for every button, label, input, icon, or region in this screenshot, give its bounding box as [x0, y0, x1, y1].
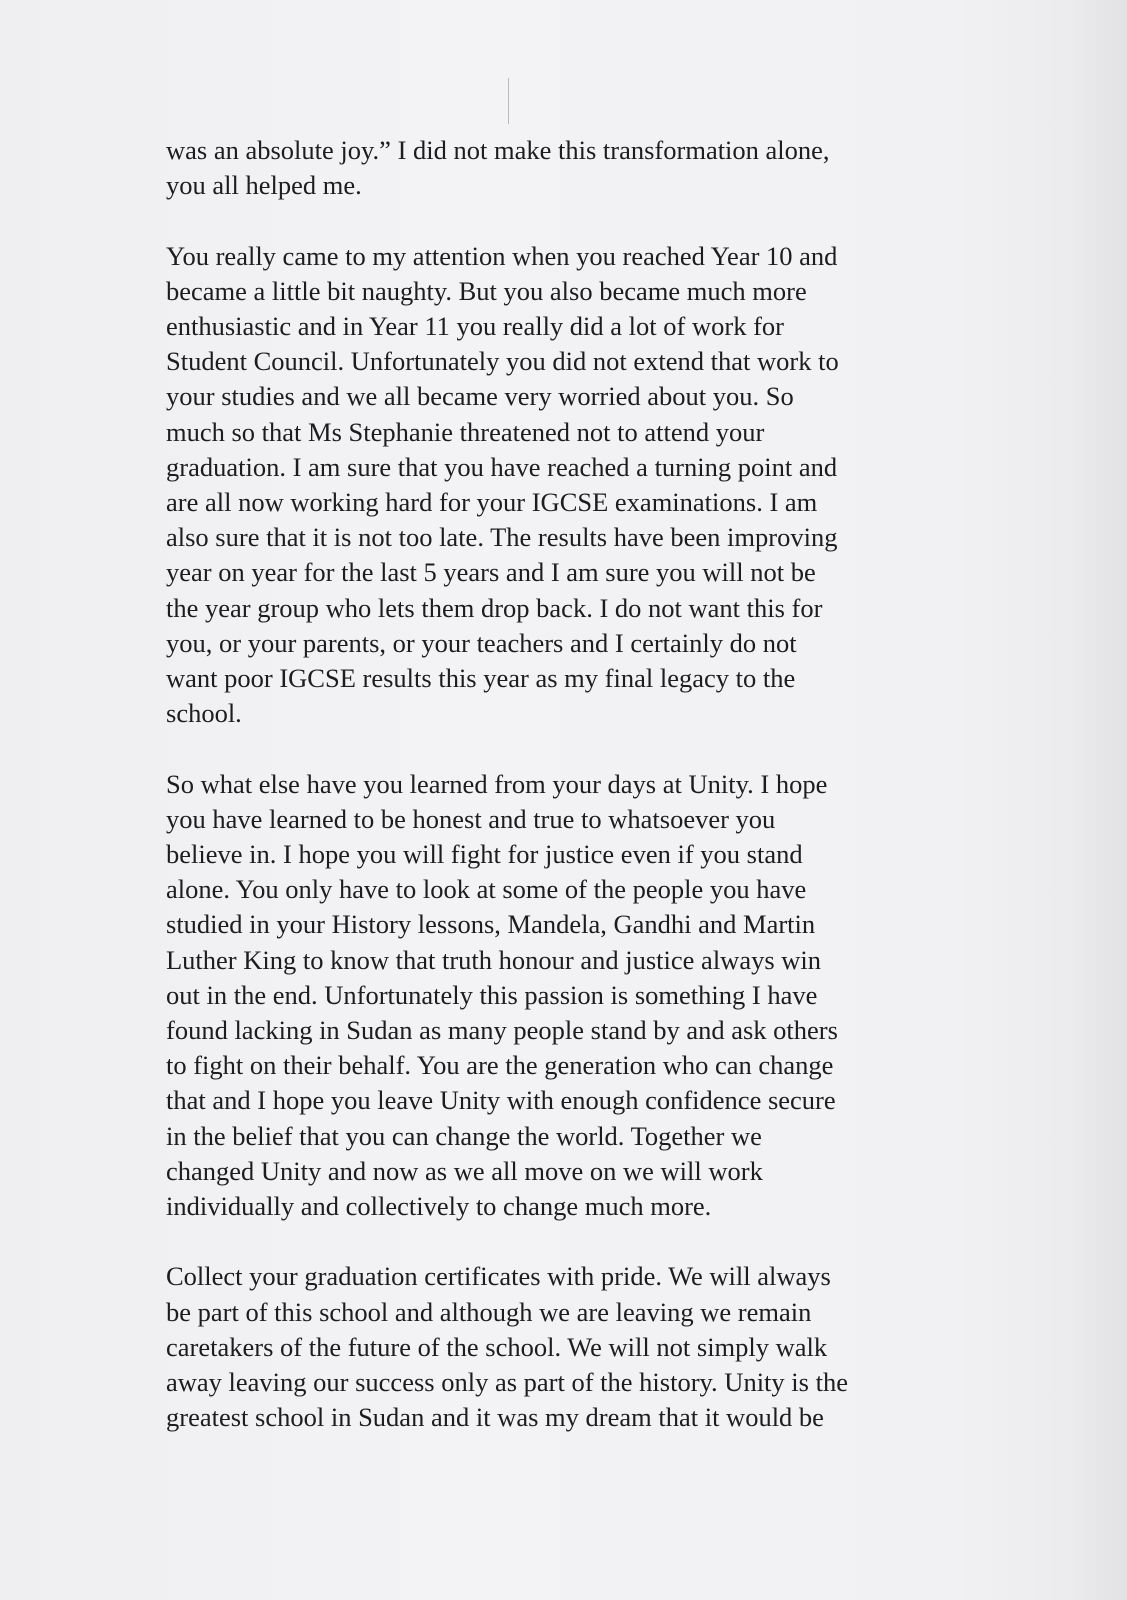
text-line: Student Council. Unfortunately you did not extend that work to	[166, 346, 839, 377]
text-line: the year group who lets them drop back. I do not want this for	[166, 592, 823, 623]
text-line: that and I hope you leave Unity with enough confidence secure	[166, 1085, 836, 1116]
text-line: So what else have you learned from your days at Unity. I hope	[166, 768, 828, 799]
text-line: believe in. I hope you will fight for justice even if you stand	[166, 839, 803, 870]
text-line: alone. You only have to look at some of the people you have	[166, 874, 807, 905]
text-line: you have learned to be honest and true to whatsoever you	[166, 803, 776, 834]
text-line: be part of this school and although we are leaving we remain	[166, 1296, 812, 1327]
text-line: to fight on their behalf. You are the generation who can change	[166, 1050, 834, 1081]
text-line: your studies and we all became very worried about you. So	[166, 381, 794, 412]
text-line: year on year for the last 5 years and I am sure you will not be	[166, 557, 816, 588]
text-line: want poor IGCSE results this year as my final legacy to the	[166, 663, 796, 694]
text-line: also sure that it is not too late. The results have been improving	[166, 522, 838, 553]
text-line: out in the end. Unfortunately this passion is something I have	[166, 979, 818, 1010]
text-line: Luther King to know that truth honour and justice always win	[166, 944, 822, 975]
fold-mark	[508, 78, 509, 124]
text-line: away leaving our success only as part of the history. Unity is the	[166, 1367, 848, 1398]
paragraph-2	[166, 239, 966, 732]
text-line: was an absolute joy.” I did not make this transformation alone,	[166, 135, 830, 165]
text-line: individually and collectively to change much more.	[166, 1191, 712, 1222]
paragraph-4	[166, 1259, 966, 1435]
letter-body	[166, 133, 966, 1471]
paragraph-3	[166, 767, 966, 1225]
text-line: studied in your History lessons, Mandela, Gandhi and Martin	[166, 909, 816, 940]
text-line: greatest school in Sudan and it was my dream that it would be	[166, 1402, 824, 1433]
text-line: became a little bit naughty. But you also became much more	[166, 275, 807, 306]
text-line: in the belief that you can change the world. Together we	[166, 1120, 762, 1151]
text-line: you all helped me.	[166, 170, 362, 201]
text-line: you, or your parents, or your teachers and I certainly do not	[166, 627, 797, 658]
text-line: Collect your graduation certificates with pride. We will always	[166, 1261, 831, 1292]
text-line: caretakers of the future of the school. We will not simply walk	[166, 1331, 828, 1362]
text-line: much so that Ms Stephanie threatened not to attend your	[166, 416, 765, 447]
text-line: You really came to my attention when you reached Year 10 and	[166, 240, 838, 271]
text-line: school.	[166, 698, 242, 729]
text-line: found lacking in Sudan as many people stand by and ask others	[166, 1015, 838, 1046]
text-line: enthusiastic and in Year 11 you really did a lot of work for	[166, 311, 784, 341]
text-line: are all now working hard for your IGCSE examinations. I am	[166, 487, 818, 518]
paragraph-1	[166, 133, 966, 203]
text-line: changed Unity and now as we all move on we will work	[166, 1155, 763, 1186]
text-line: graduation. I am sure that you have reached a turning point and	[166, 451, 838, 482]
scan-shadow-edge	[1067, 0, 1127, 1600]
